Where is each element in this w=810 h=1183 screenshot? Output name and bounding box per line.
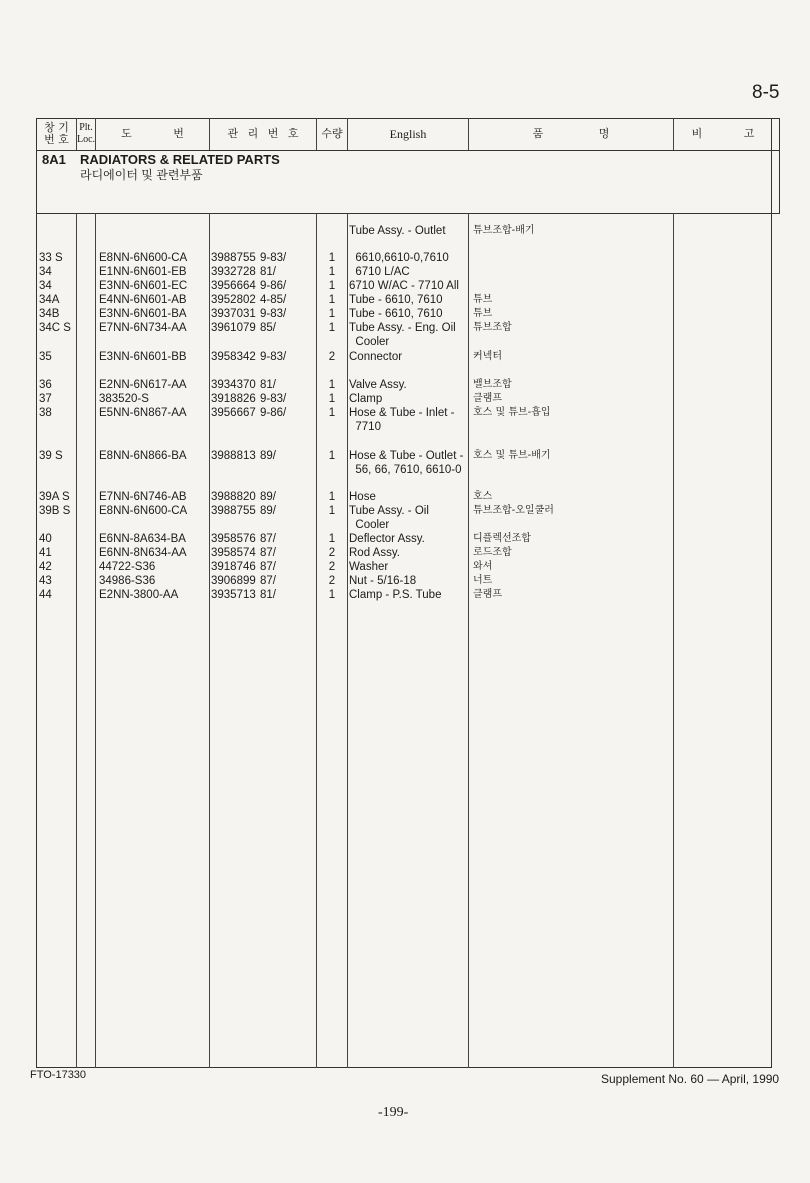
row-part: E5NN-6N867-AA	[99, 407, 187, 419]
row-qty: 1	[328, 533, 336, 545]
row-part: E6NN-8N634-AA	[99, 547, 187, 559]
row-qty: 1	[328, 252, 336, 264]
row-english: Washer	[349, 561, 389, 573]
table-row	[0, 449, 810, 463]
table-row	[0, 574, 810, 588]
row-ref: 39 S	[39, 450, 63, 462]
row-ref: 40	[39, 533, 52, 545]
table-row	[0, 490, 810, 504]
header-ref-no: 창 기 번 호	[44, 121, 69, 146]
row-ref: 37	[39, 393, 52, 405]
table-row	[0, 321, 810, 335]
row-korean: 튜브조합-배기	[473, 225, 535, 236]
table-row	[0, 251, 810, 265]
row-english: Clamp - P.S. Tube	[349, 589, 442, 601]
row-qty: 1	[328, 491, 336, 503]
row-ctrl: 3961079	[211, 322, 256, 334]
row-qty: 1	[328, 450, 336, 462]
row-part: E4NN-6N601-AB	[99, 294, 187, 306]
row-date: 89/	[260, 450, 276, 462]
row-ctrl: 3956667	[211, 407, 256, 419]
row-date: 81/	[260, 589, 276, 601]
row-korean: 클램프	[473, 589, 502, 600]
row-date: 87/	[260, 575, 276, 587]
row-ref: 36	[39, 379, 52, 391]
table-row	[0, 546, 810, 560]
header-right-border	[779, 118, 780, 214]
row-date: 81/	[260, 266, 276, 278]
supplement-note: Supplement No. 60 — April, 1990	[601, 1072, 780, 1086]
row-qty: 1	[328, 589, 336, 601]
row-ref: 34	[39, 266, 52, 278]
row-qty: 1	[328, 308, 336, 320]
row-english: 6610,6610-0,7610	[349, 252, 449, 264]
row-qty: 2	[328, 351, 336, 363]
page-section-number: 8-5	[752, 82, 780, 103]
row-date: 9-83/	[260, 308, 287, 320]
row-ref: 42	[39, 561, 52, 573]
row-date: 87/	[260, 547, 276, 559]
row-english: Tube - 6610, 7610	[349, 294, 443, 306]
row-korean: 튜브	[473, 294, 493, 305]
row-ctrl: 3956664	[211, 280, 256, 292]
row-qty: 2	[328, 561, 336, 573]
table-row	[0, 307, 810, 321]
row-ref: 44	[39, 589, 52, 601]
row-korean: 호스 및 튜브-흡입	[473, 407, 551, 418]
row-ctrl: 3906899	[211, 575, 256, 587]
row-qty: 1	[328, 393, 336, 405]
row-part: 34986-S36	[99, 575, 156, 587]
row-date: 87/	[260, 561, 276, 573]
header-qty: 수량	[321, 127, 343, 140]
row-ref: 39B S	[39, 505, 71, 517]
row-korean: 튜브조합-오일쿨러	[473, 505, 554, 516]
row-ref: 35	[39, 351, 52, 363]
row-english: Clamp	[349, 393, 383, 405]
row-part: E7NN-6N734-AA	[99, 322, 187, 334]
row-korean: 튜브조합	[473, 322, 512, 333]
row-part: E3NN-6N601-EC	[99, 280, 188, 292]
row-english: 6710 W/AC - 7710 All	[349, 280, 459, 292]
row-qty: 1	[328, 266, 336, 278]
row-ctrl: 3932728	[211, 266, 256, 278]
row-korean: 클램프	[473, 393, 502, 404]
row-qty: 1	[328, 294, 336, 306]
row-part: E6NN-8A634-BA	[99, 533, 186, 545]
row-english: Connector	[349, 351, 403, 363]
page-number: -199-	[378, 1105, 409, 1120]
row-ctrl: 3958574	[211, 547, 256, 559]
row-ctrl: 3958342	[211, 351, 256, 363]
row-qty: 2	[328, 575, 336, 587]
row-date: 9-83/	[260, 393, 287, 405]
row-part: E3NN-6N601-BA	[99, 308, 187, 320]
row-ctrl: 3934370	[211, 379, 256, 391]
document-code: FTO-17330	[30, 1069, 87, 1081]
row-part: E1NN-6N601-EB	[99, 266, 187, 278]
table-row	[0, 392, 810, 406]
row-date: 9-83/	[260, 252, 287, 264]
row-korean: 로드조합	[473, 547, 512, 558]
row-part: 383520-S	[99, 393, 149, 405]
table-row	[0, 560, 810, 574]
row-date: 89/	[260, 505, 276, 517]
row-part: E8NN-6N600-CA	[99, 252, 188, 264]
row-english: Cooler	[349, 519, 390, 531]
header-control-no: 관 리 번 호	[227, 127, 299, 140]
row-english: Tube Assy. - Outlet	[349, 225, 446, 237]
header-korean: 품 명	[532, 127, 610, 140]
row-english: Hose & Tube - Inlet -	[349, 407, 455, 419]
row-part: E7NN-6N746-AB	[99, 491, 187, 503]
table-row	[0, 378, 810, 392]
row-english: Rod Assy.	[349, 547, 400, 559]
row-ref: 34B	[39, 308, 60, 320]
header-plt-loc: Plt. Loc.	[76, 122, 96, 145]
row-english: 6710 L/AC	[349, 266, 410, 278]
row-part: E2NN-3800-AA	[99, 589, 179, 601]
table-row	[0, 265, 810, 279]
header-bottom-border	[36, 150, 780, 151]
row-ref: 39A S	[39, 491, 70, 503]
row-english: Tube - 6610, 7610	[349, 308, 443, 320]
row-english: Hose	[349, 491, 376, 503]
row-english: Deflector Assy.	[349, 533, 425, 545]
row-date: 9-83/	[260, 351, 287, 363]
row-qty: 1	[328, 280, 336, 292]
row-date: 85/	[260, 322, 276, 334]
table-row	[0, 224, 810, 238]
row-ref: 34A	[39, 294, 60, 306]
row-ctrl: 3988813	[211, 450, 256, 462]
row-ctrl: 3918746	[211, 561, 256, 573]
table-row	[0, 406, 810, 420]
table-row	[0, 293, 810, 307]
table-row	[0, 350, 810, 364]
table-row	[0, 420, 810, 434]
row-korean: 호스	[473, 491, 493, 502]
table-row	[0, 518, 810, 532]
row-ctrl: 3958576	[211, 533, 256, 545]
row-ctrl: 3918826	[211, 393, 256, 405]
row-korean: 와셔	[473, 561, 493, 572]
row-ctrl: 3988820	[211, 491, 256, 503]
row-qty: 1	[328, 407, 336, 419]
row-part: E3NN-6N601-BB	[99, 351, 187, 363]
row-korean: 너트	[473, 575, 493, 586]
row-korean: 밸브조합	[473, 379, 512, 390]
row-ctrl: 3952802	[211, 294, 256, 306]
row-english: Nut - 5/16-18	[349, 575, 417, 587]
row-korean: 튜브	[473, 308, 493, 319]
row-english: Tube Assy. - Eng. Oil	[349, 322, 456, 334]
table-row	[0, 588, 810, 602]
table-row	[0, 279, 810, 293]
row-english: Valve Assy.	[349, 379, 407, 391]
row-part: E2NN-6N617-AA	[99, 379, 187, 391]
row-korean: 호스 및 튜브-배기	[473, 450, 551, 461]
section-title: RADIATORS & RELATED PARTS	[80, 152, 280, 167]
row-qty: 1	[328, 379, 336, 391]
section-code: 8A1	[42, 152, 66, 167]
row-korean: 커넥터	[473, 351, 502, 362]
row-ctrl: 3988755	[211, 252, 256, 264]
row-ctrl: 3937031	[211, 308, 256, 320]
row-part: 44722-S36	[99, 561, 156, 573]
row-qty: 1	[328, 505, 336, 517]
table-row	[0, 335, 810, 349]
row-date: 4-85/	[260, 294, 287, 306]
row-part: E8NN-6N600-CA	[99, 505, 188, 517]
row-date: 81/	[260, 379, 276, 391]
row-english: 7710	[349, 421, 381, 433]
header-english: English	[389, 127, 427, 141]
table-row	[0, 463, 810, 477]
row-date: 9-86/	[260, 407, 287, 419]
row-ref: 34C S	[39, 322, 71, 334]
row-date: 89/	[260, 491, 276, 503]
header-part-no: 도 번	[121, 127, 184, 140]
table-row	[0, 504, 810, 518]
row-ref: 43	[39, 575, 52, 587]
row-ref: 33 S	[39, 252, 63, 264]
row-ctrl: 3935713	[211, 589, 256, 601]
row-english: 56, 66, 7610, 6610-0	[349, 464, 462, 476]
row-ref: 38	[39, 407, 52, 419]
header-remarks: 비 고	[691, 127, 755, 140]
row-date: 9-86/	[260, 280, 287, 292]
row-korean: 디플렉선조합	[473, 533, 531, 544]
row-english: Tube Assy. - Oil	[349, 505, 429, 517]
row-english: Cooler	[349, 336, 390, 348]
row-date: 87/	[260, 533, 276, 545]
row-ref: 34	[39, 280, 52, 292]
row-part: E8NN-6N866-BA	[99, 450, 187, 462]
section-subtitle: 라디에이터 및 관련부품	[80, 168, 203, 182]
row-english: Hose & Tube - Outlet -	[349, 450, 464, 462]
row-ref: 41	[39, 547, 52, 559]
row-qty: 1	[328, 322, 336, 334]
section-bottom-border	[36, 213, 780, 214]
table-row	[0, 532, 810, 546]
row-qty: 2	[328, 547, 336, 559]
row-ctrl: 3988755	[211, 505, 256, 517]
